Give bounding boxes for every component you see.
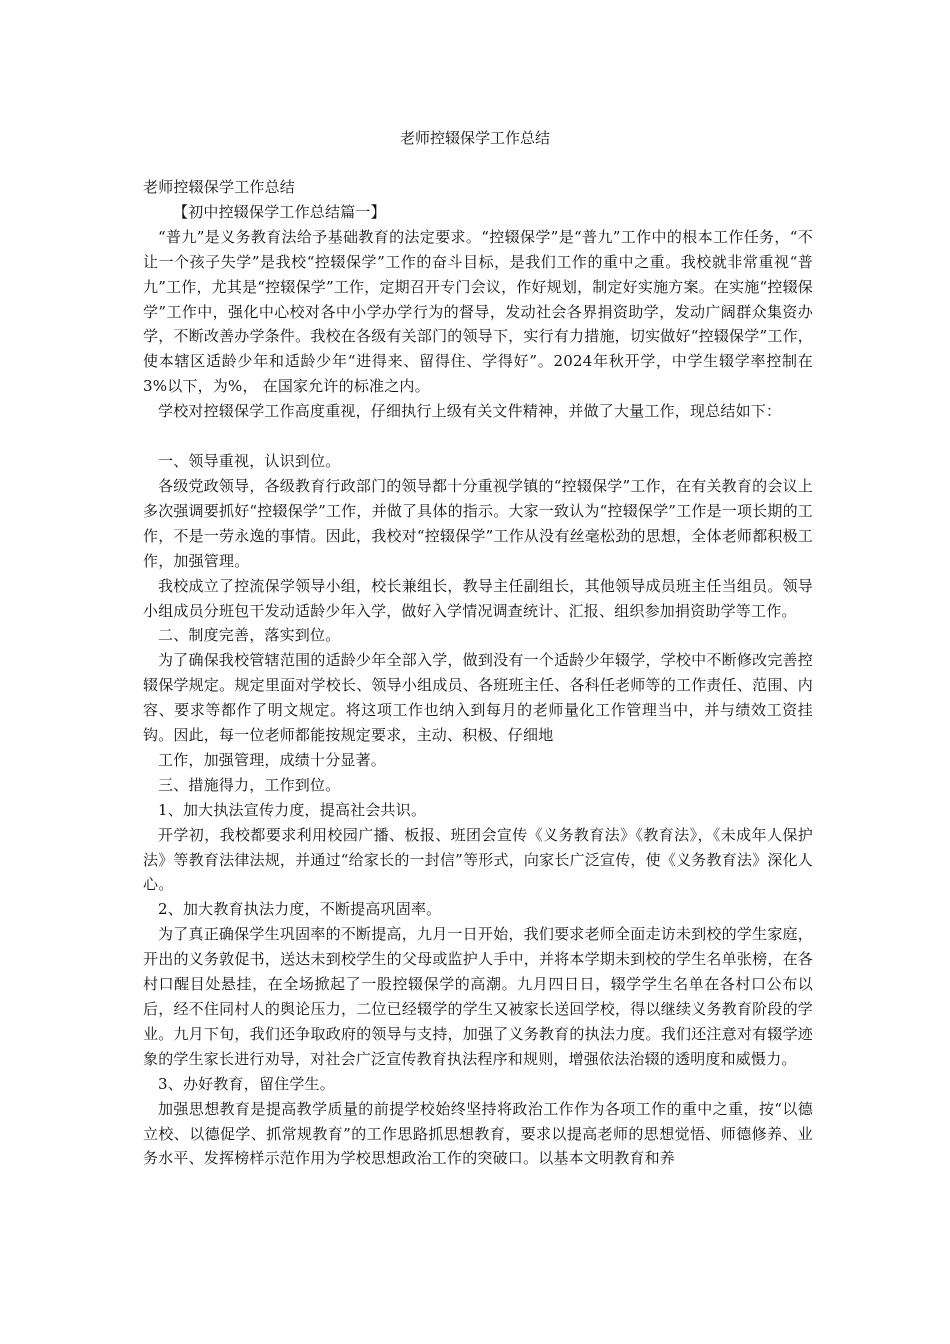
paragraph: 开学初，我校都要求利用校园广播、板报、班团会宣传《义务教育法》《教育法》，《未成年人保护法》等教育法律法规，并通过“给家长的一封信”等形式，向家长广泛宣传，使《义务教育法》深化人心。: [143, 825, 813, 894]
document-subtitle: 老师控辍保学工作总结: [143, 178, 296, 196]
paragraph: 各级党政领导，各级教育行政部门的领导都十分重视学镇的“控辍保学”工作，在有关教育的会议上多次强调要抓好“控辍保学”工作，并做了具体的指示。大家一致认为“控辍保学”工作是一项长期的工作，不是一劳永逸的事情。因此，我校对“控辍保学”工作从没有丝毫松劲的思想，全体老师都积极工作，加强管理。: [143, 476, 813, 570]
subheading-1: 1、加大执法宣传力度，提高社会共识。: [158, 800, 427, 819]
heading-2: 二、制度完善，落实到位。: [158, 626, 341, 645]
blank-line: [143, 424, 813, 449]
subheading-3: 3、办好教育，留住学生。: [158, 1074, 335, 1093]
paragraph: 工作，加强管理，成绩十分显著。: [158, 750, 387, 769]
paragraph: “普九”是义务教育法给予基础教育的法定要求。“控辍保学”是“普九”工作中的根本工作任务，“不让一个孩子失学”是我校“控辍保学”工作的奋斗目标，是我们工作的重中之重。我校就非常重视“普九”工作，尤其是“控辍保学”工作，定期召开专门会议，作好规划，制定好实施方案。在实施“控辍保学”工作中，强化中心校对各中小学办学行为的督导，发动社会各界捐资助学，发动广阔群众集资办学，不断改善办学条件。我校在各级有关部门的领导下，实行有力措施，切实做好“控辍保学”工作，使本辖区适龄少年和适龄少年“进得来、留得住、学得好”。2024年秋开学，中学生辍学率控制在3%以下，为%， 在国家允许的标准之内。: [143, 227, 813, 396]
paragraph: 我校成立了控流保学领导小组，校长兼组长，教导主任副组长，其他领导成员班主任当组员。领导小组成员分班包干发动适龄少年入学，做好入学情况调查统计、汇报、组织参加捐资助学等工作。: [143, 576, 813, 620]
section-heading: 【初中控辍保学工作总结篇一】: [173, 202, 386, 221]
paragraph: 为了确保我校管辖范围的适龄少年全部入学，做到没有一个适龄少年辍学，学校中不断修改完善控辍保学规定。规定里面对学校长、领导小组成员、各班班主任、各科任老师等的工作责任、范围、内容、要求等都作了明文规定。将这项工作也纳入到每月的老师量化工作管理当中，并与绩效工资挂钩。因此，每一位老师都能按规定要求，主动、积极、仔细地: [143, 651, 813, 745]
document-title: 老师控辍保学工作总结: [399, 129, 550, 147]
document-body: [143, 175, 813, 1171]
heading-1: 一、领导重视，认识到位。: [158, 452, 341, 471]
paragraph: 加强思想教育是提高教学质量的前提学校始终坚持将政治工作作为各项工作的重中之重，按“以德立校、以德促学、抓常规教育”的工作思路抓思想教育，要求以提高老师的思想觉悟、师德修养、业务水平、发挥榜样示范作用为学校思想政治工作的突破口。以基本文明教育和养: [143, 1099, 813, 1168]
paragraph: 为了真正确保学生巩固率的不断提高，九月一日开始，我们要求老师全面走访未到校的学生家庭，开出的义务敦促书，送达未到校学生的父母或监护人手中，并将本学期未到校的学生名单张榜，在各村口醒目处悬挂，在全场掀起了一股控辍保学的高潮。九月四日日，辍学学生名单在各村口公布以后，经不住同村人的舆论压力，二位已经辍学的学生又被家长送回学校，得以继续义务教育阶段的学业。九月下旬，我们还争取政府的领导与支持，加强了义务教育的执法力度。我们还注意对有辍学迹象的学生家长进行劝导，对社会广泛宣传教育执法程序和规则，增强依法治辍的透明度和威慑力。: [143, 925, 813, 1068]
heading-3: 三、措施得力，工作到位。: [158, 775, 341, 794]
paragraph: 学校对控辍保学工作高度重视，仔细执行上级有关文件精神，并做了大量工作，现总结如下：: [158, 402, 782, 421]
subheading-2: 2、加大教育执法力度，不断提高巩固率。: [158, 900, 442, 919]
